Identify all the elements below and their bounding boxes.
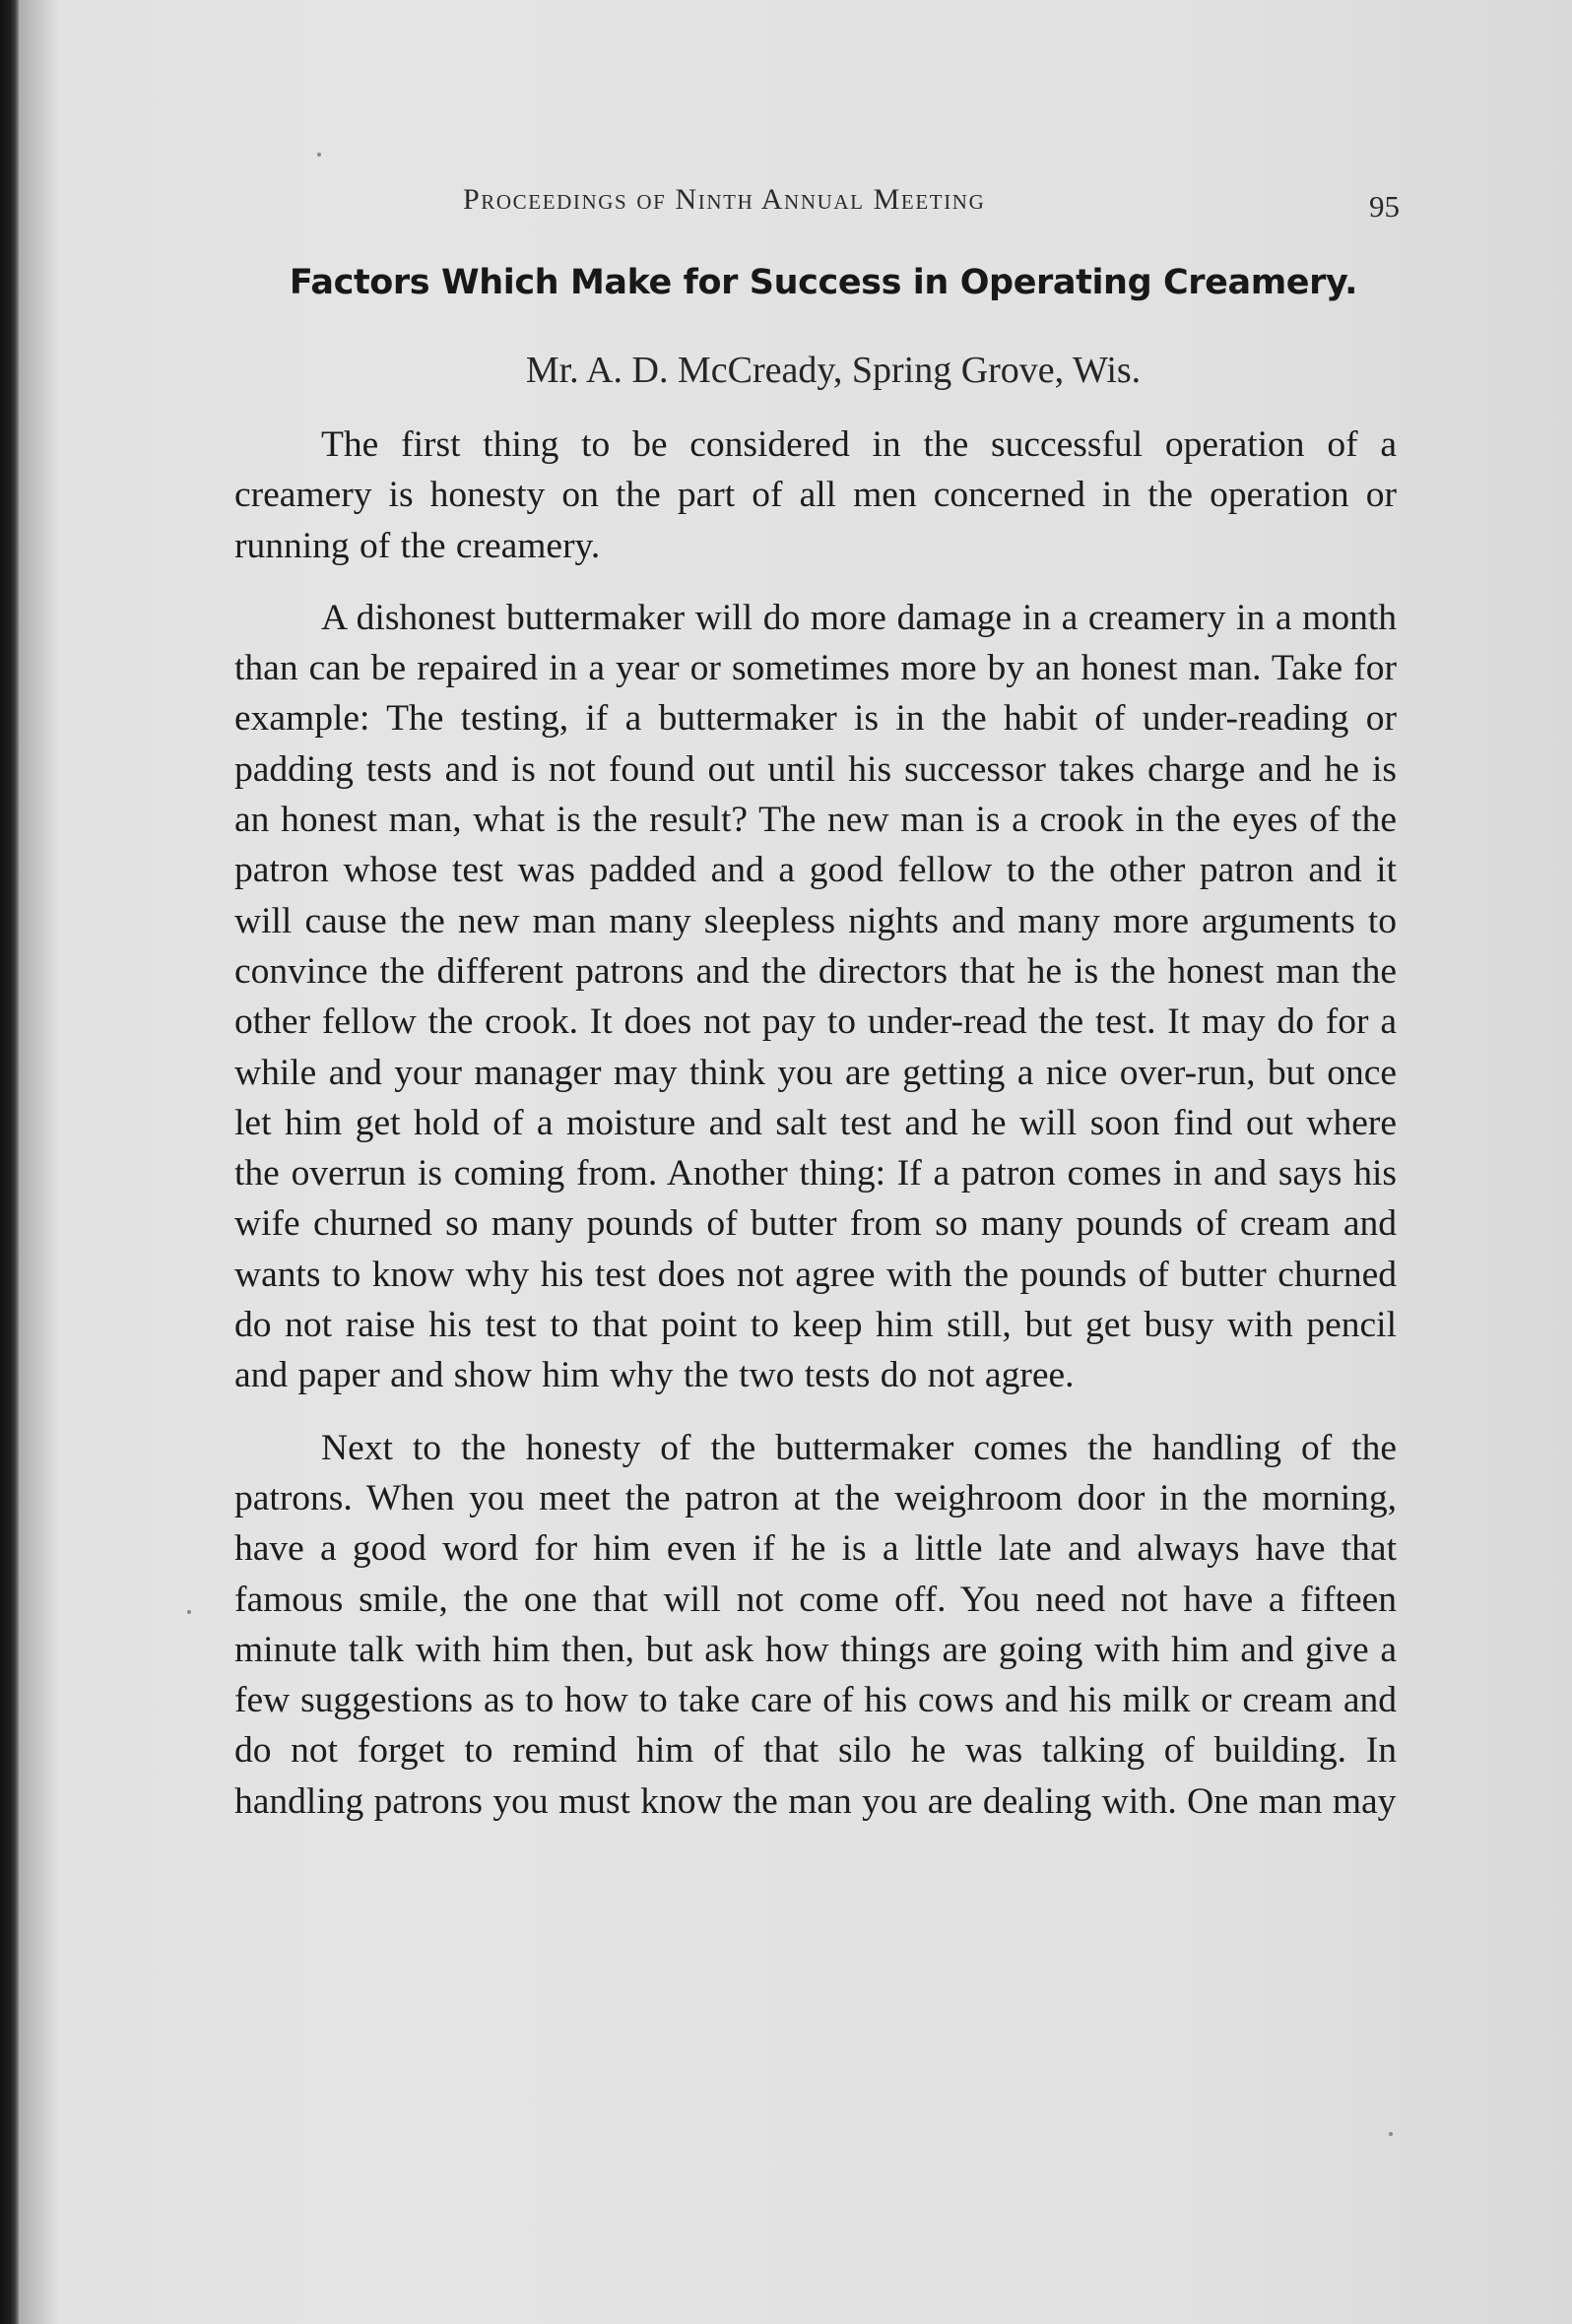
paper-speck bbox=[317, 153, 321, 157]
paper-speck bbox=[187, 1610, 191, 1614]
article-author: Mr. A. D. McCready, Spring Grove, Wis. bbox=[525, 350, 1142, 391]
paragraph-2: A dishonest buttermaker will do more damage in a creamery in a month than can be repaired in a year or sometimes more by an honest man. Take for example: The testing, if a buttermaker is in the habit of under-reading or padding tests and is not found out until his successor takes charge and he is an honest man, what is the result? The new man is a crook in the eyes of the patron whose test was padded and a good fellow to the other patron and it will cause the new man many sleepless nights and many more arguments to convince the different patrons and the directors that he is the honest man the other fellow the crook. It does not pay to under-read the test. It may do for a while and your manager may think you are getting a nice over-run, but once let him get hold of a moisture and salt test and he will soon find out where the overrun is coming from. Another thing: If a patron comes in and says his wife churned so many pounds of butter from so many pounds of cream and wants to know why his test does not agree with the pounds of butter churned do not raise his test to that point to keep him still, but get busy with pencil and paper and show him why the two tests do not agree. bbox=[234, 597, 1397, 1396]
page-header bbox=[463, 183, 1408, 230]
article bbox=[234, 258, 1397, 1827]
paragraph-3: Next to the honesty of the buttermaker comes the handling of the patrons. When you meet the patron at the weighroom door in the morning, have a good word for him even if he is a little late and always have that famous smile, the one that will not come off. You need not have a fifteen minute talk with him then, but ask how things are going with him and give a few suggestions as to how to take care of his cows and his milk or cream and do not forget to remind him of that silo he was talking of building. In handling patrons you must know the man you are dealing with. One man may bbox=[234, 1427, 1397, 1822]
paper-speck bbox=[1389, 2132, 1393, 2136]
paragraph-1: The first thing to be considered in the successful operation of a creamery is honesty on the part of all men concerned in the operation or running of the creamery. bbox=[234, 424, 1397, 566]
page-number: 95 bbox=[1369, 189, 1400, 224]
binding-shadow bbox=[20, 0, 59, 2324]
running-head: Proceedings of Ninth Annual Meeting bbox=[463, 183, 986, 216]
article-title: Factors Which Make for Success in Operating Creamery. bbox=[289, 263, 1358, 302]
page-binding-edge bbox=[0, 0, 20, 2324]
